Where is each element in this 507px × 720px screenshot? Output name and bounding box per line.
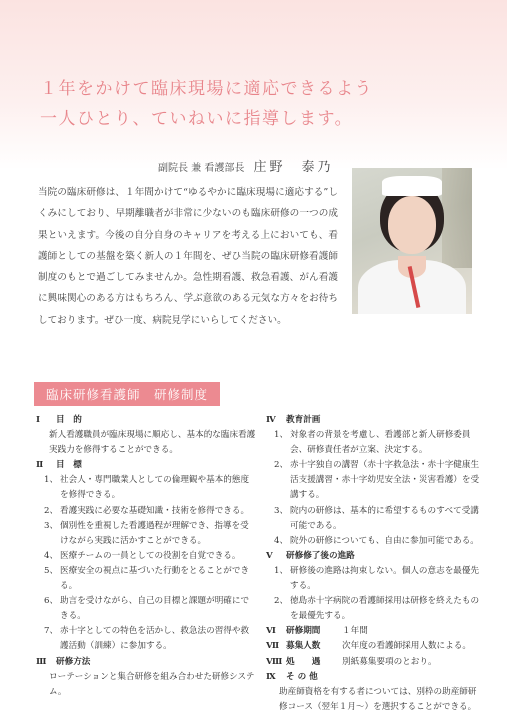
section-goals-heading: Ⅱ 目 標	[36, 460, 82, 471]
right-column	[266, 413, 484, 715]
section-period: Ⅵ 研修期間 １年間	[266, 626, 368, 637]
plan-item: 2、 赤十字独自の講習（赤十字救急法・赤十字健康生活支援講習・赤十字幼児安全法・災害看護）を受講する。	[274, 460, 480, 501]
left-column	[36, 413, 256, 700]
goal-item: 6、 助言を受けながら、自己の目標と課題が明確にできる。	[44, 596, 250, 622]
goal-item: 5、 医療安全の視点に基づいた行動をとることができる。	[44, 565, 250, 592]
goal-item: 1、 社会人・専門職業人としての倫理観や基本的態度を修得できる。	[44, 475, 250, 501]
nurse-portrait-photo	[352, 168, 472, 314]
author-name: 庄野 泰乃	[253, 160, 334, 175]
author-byline	[158, 156, 334, 175]
section-career-path-heading: Ⅴ 研修修了後の進路	[266, 550, 355, 561]
author-title: 副院長 兼 看護部長	[158, 163, 245, 174]
intro-paragraph: 当院の臨床研修は、１年間かけて“ゆるやかに臨床現場に適応する”しくみにしており、早期離職者が非常に少ないのも臨床研修の一つの成果といえます。今後の自分自身のキャリアを考える上においても、看護師としての基盤を築く新人の１年間を、ぜひ当院の臨床研修看護師制度のもとで過ごしてみませんか。急性期看護、救急看護、がん看護に興味関心のある方はもちろん、学ぶ意欲のある元気な方々をお待ちしております。ぜひ一度、病院見学にいらしてください。	[38, 187, 338, 326]
career-item: 2、 徳島赤十字病院の看護師採用は研修を終えたものを最優先する。	[274, 596, 480, 622]
section-treatment: Ⅷ 処 遇 別紙募集要項のとおり。	[266, 656, 437, 667]
goal-item: 3、 個別性を重視した看護過程が理解でき、指導を受けながら実践に活かすことができる。	[44, 520, 249, 546]
section-purpose-body: 新人看護職員が臨床現場に順応し、基本的な臨床看護実践力を修得することができる。	[49, 430, 256, 456]
section-method-body: ローテーションと集合研修を組み合わせた研修システム。	[49, 671, 255, 697]
goal-item: 2、 看護実践に必要な基礎知識・技術を修得できる。	[44, 505, 250, 516]
career-item: 1、 研修後の進路は拘束しない。個人の意志を最優先する。	[274, 565, 480, 592]
section-other-heading: Ⅸ そ の 他	[266, 671, 318, 682]
section-recruit-number: Ⅶ 募集人数 次年度の看護師採用人数による。	[266, 641, 471, 652]
goal-item: 7、 赤十字としての特色を活かし、救急法の習得や救護活動（訓練）に参加する。	[44, 626, 250, 652]
section-method-heading: Ⅲ 研修方法	[36, 656, 91, 667]
section-purpose-heading: Ⅰ 目 的	[36, 415, 82, 425]
headline-line-1: １年をかけて臨床現場に適応できるよう	[40, 79, 373, 99]
goal-item: 4、 医療チームの一員としての役割を自覚できる。	[44, 550, 241, 561]
headline-line-2: 一人ひとり、ていねいに指導します。	[40, 109, 354, 129]
section-title: 臨床研修看護師 研修制度	[34, 382, 220, 406]
plan-item: 3、 院内の研修は、基本的に希望するものすべて受講可能である。	[274, 505, 479, 531]
plan-item: 1、 対象者の背景を考慮し、看護部と新人研修委員会、研修責任者が立案、決定する。	[274, 430, 471, 456]
plan-item: 4、 院外の研修についても、自由に参加可能である。	[274, 535, 479, 546]
section-other-body: 助産師資格を有する者については、別枠の助産師研修コース（翌年１月〜）を選択することができる。	[279, 686, 477, 712]
section-education-plan-heading: Ⅳ 教育計画	[266, 415, 321, 425]
